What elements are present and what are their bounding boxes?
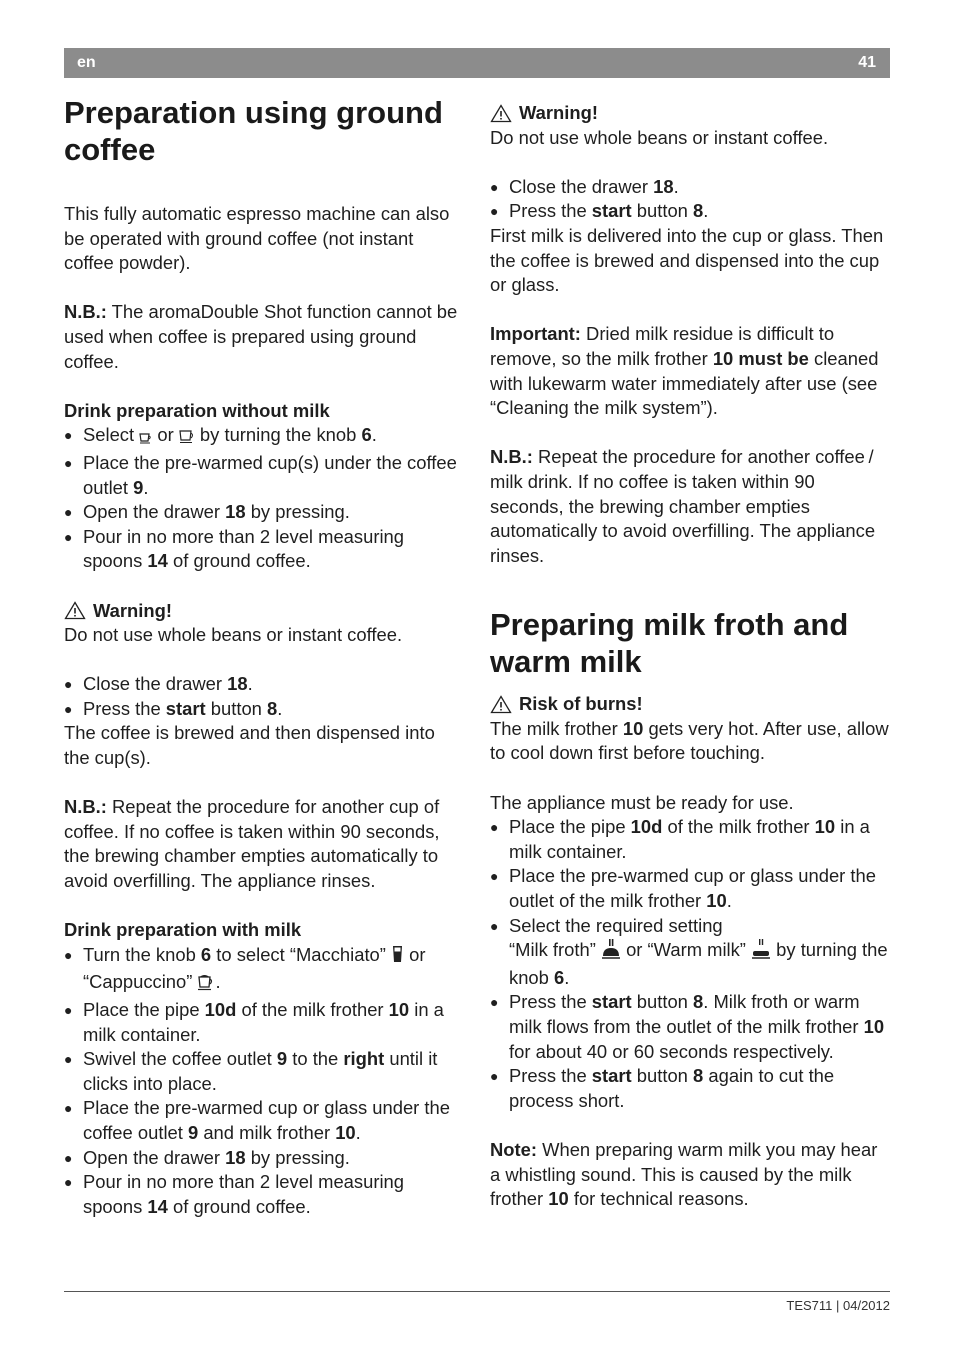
left-column [64,94,464,1219]
warm-milk-icon [751,939,771,966]
list-item: ● Press the start button 8 again to cut the process short. [490,1064,890,1113]
language-code: en [77,54,96,71]
list-item: ● Close the drawer 18. [64,672,464,697]
list-item: ● Press the start button 8. Milk froth or warm milk flows from the outlet of the milk frother 10 for about 40 or 60 seconds respectively. [490,990,890,1064]
risk-text: The milk frother 10 gets very hot. After use, allow to cool down first before touching. [490,717,889,764]
note-paragraph: Note: When preparing warm milk you may hear a whistling sound. This is caused by the milk frother 10 for technical reasons. [490,1138,878,1210]
subheading-with-milk: Drink preparation with milk [64,919,302,941]
list-item: ● Select the required setting “Milk froth” or “Warm milk” by turning the knob 6. [490,914,890,991]
footer-doc-id: TES711 | 04/2012 [786,1298,890,1313]
list-item: ● Open the drawer 18 by pressing. [64,1146,464,1171]
list-item: ● Place the pipe 10d of the milk frother 10 in a milk container. [64,998,464,1047]
cup-large-icon [179,426,195,451]
important-paragraph: Important: Dried milk residue is difficult to remove, so the milk frother 10 must be cleaned with lukewarm water immediately after use (see “Cleaning the milk system”). [490,323,879,419]
list-item: ● Press the start button 8. [490,199,890,224]
warning-triangle-icon [64,601,86,620]
list-item: ● Select or by turning the knob 6. [64,423,464,451]
section-title-milk-froth: Preparing milk froth and warm milk [490,607,849,680]
first-milk-paragraph: First milk is delivered into the cup or glass. Then the coffee is brewed and dispensed into the cup or glass. [490,224,884,296]
ready-paragraph: The appliance must be ready for use. [490,791,794,813]
footer-divider [64,1291,890,1292]
subheading-without-milk: Drink preparation without milk [64,399,330,421]
list-item: ● Place the pre-warmed cup(s) under the coffee outlet 9. [64,451,464,500]
list-item: ● Press the start button 8. [64,697,464,722]
section-title-ground-coffee: Preparation using ground coffee [64,95,443,167]
warning-heading: Warning! [490,101,890,126]
list-item: ● Place the pre-warmed cup or glass under the coffee outlet 9 and milk frother 10. [64,1096,464,1145]
right-column [490,101,890,1212]
list-item: ● Place the pipe 10d of the milk frother 10 in a milk container. [490,815,890,864]
warning-triangle-icon [490,695,512,714]
nb-paragraph-3: N.B.: Repeat the procedure for another coffee / milk drink. If no coffee is taken within 90 seconds, the brewing chamber empties automatically to avoid overfilling. The appliance rinses. [490,446,878,566]
list-item: ● Open the drawer 18 by pressing. [64,500,464,525]
cappuccino-cup-icon [197,973,215,998]
nb-paragraph-2: N.B.: Repeat the procedure for another cup of coffee. If no coffee is taken within 90 seconds, the brewing chamber empties automatically to avoid overfilling. The appliance rinses. [64,796,440,892]
cup-small-icon [139,426,152,451]
warning-text: Do not use whole beans or instant coffee. [490,126,829,148]
list-item: ● Place the pre-warmed cup or glass under the outlet of the milk frother 10. [490,864,890,913]
page-header-bar [64,48,890,78]
risk-heading: Risk of burns! [490,692,890,717]
milk-froth-icon [601,939,621,966]
page-number: 41 [858,54,876,71]
list-item: ● Pour in no more than 2 level measuring spoons 14 of ground coffee. [64,525,464,574]
warning-triangle-icon [490,104,512,123]
list-item: ● Close the drawer 18. [490,175,890,200]
list-item: ● Turn the knob 6 to select “Macchiato” or “Cappuccino” . [64,943,464,998]
brewed-paragraph: The coffee is brewed and then dispensed into the cup(s). [64,722,435,769]
nb-paragraph-1: N.B.: The aromaDouble Shot function cannot be used when coffee is prepared using ground coffee. [64,301,458,372]
warning-heading: Warning! [64,599,464,624]
intro-paragraph: This fully automatic espresso machine can also be operated with ground coffee (not instant coffee powder). [64,203,450,274]
warning-text: Do not use whole beans or instant coffee. [64,624,403,646]
list-item: ● Pour in no more than 2 level measuring spoons 14 of ground coffee. [64,1170,464,1219]
list-item: ● Swivel the coffee outlet 9 to the right until it clicks into place. [64,1047,464,1096]
macchiato-glass-icon [391,944,404,971]
